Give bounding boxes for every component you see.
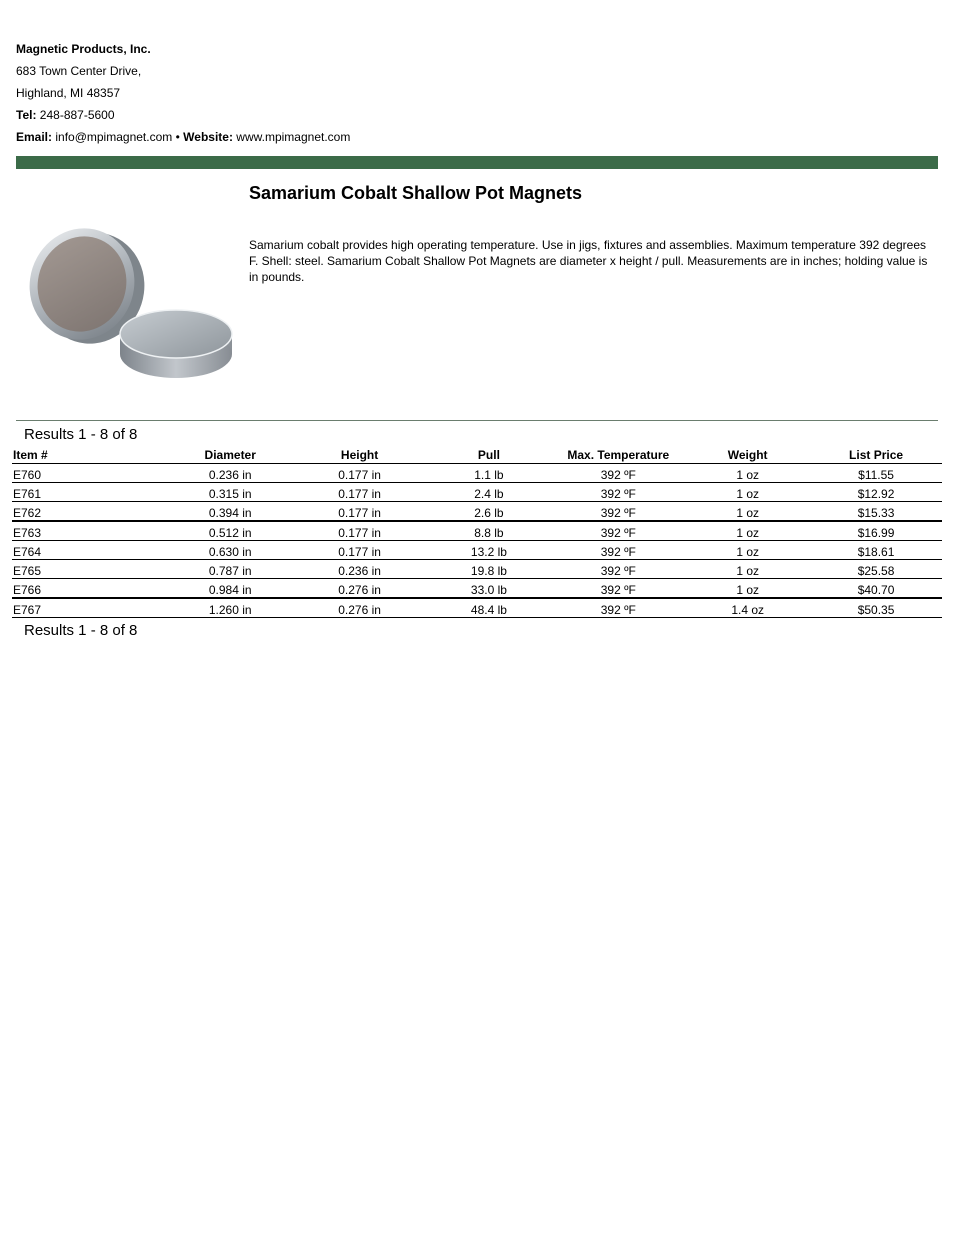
cell-item[interactable]: E766 [12,579,168,599]
cell-pull: 19.8 lb [427,560,552,579]
product-table [12,446,942,618]
header-item: Item # [12,446,168,464]
tel-value: 248-887-5600 [39,108,115,122]
cell-pull: 8.8 lb [427,521,552,541]
contact-line [16,126,350,148]
cell-pull: 48.4 lb [427,598,552,618]
cell-diameter: 0.630 in [168,541,293,560]
company-info [16,38,350,148]
cell-diameter: 0.236 in [168,464,293,483]
tel-label: Tel: [16,108,37,122]
cell-list-price: $25.58 [810,560,942,579]
cell-list-price: $50.35 [810,598,942,618]
email-label: Email: [16,130,53,144]
cell-diameter: 0.984 in [168,579,293,599]
company-name: Magnetic Products, Inc. [16,42,151,56]
cell-height: 0.276 in [293,579,427,599]
section-divider [16,420,938,421]
cell-height: 0.177 in [293,483,427,502]
cell-item[interactable]: E767 [12,598,168,618]
cell-list-price: $40.70 [810,579,942,599]
cell-weight: 1 oz [685,541,810,560]
telephone [16,104,350,126]
cell-height: 0.276 in [293,598,427,618]
table-row [12,502,942,522]
website-link[interactable]: www.mpimagnet.com [236,130,351,144]
cell-list-price: $12.92 [810,483,942,502]
product-description: Samarium cobalt provides high operating temperature. Use in jigs, fixtures and assemblies. Maximum temperature 392 degrees F. Shell: steel. Samarium Cobalt Shallow Pot Magnets are diameter x height / pull. Measurements are in inches; holding value is in pounds. [249,238,928,284]
results-count-bottom: Results 1 - 8 of 8 [24,622,138,639]
cell-weight: 1 oz [685,579,810,599]
cell-weight: 1 oz [685,502,810,522]
table-row [12,483,942,502]
cell-max-temperature: 392 ºF [551,483,685,502]
cell-item[interactable]: E761 [12,483,168,502]
table-row [12,464,942,483]
pot-magnet-image [16,222,234,384]
separator-dot: • [175,130,180,144]
cell-item[interactable]: E764 [12,541,168,560]
cell-item[interactable]: E760 [12,464,168,483]
cell-height: 0.177 in [293,541,427,560]
cell-item[interactable]: E763 [12,521,168,541]
cell-height: 0.177 in [293,521,427,541]
cell-weight: 1.4 oz [685,598,810,618]
table-row [12,579,942,599]
table-row [12,598,942,618]
cell-list-price: $16.99 [810,521,942,541]
cell-max-temperature: 392 ºF [551,541,685,560]
cell-diameter: 1.260 in [168,598,293,618]
cell-max-temperature: 392 ºF [551,579,685,599]
cell-weight: 1 oz [685,483,810,502]
header-max-temperature: Max. Temperature [551,446,685,464]
cell-diameter: 0.787 in [168,560,293,579]
cell-height: 0.177 in [293,464,427,483]
cell-height: 0.177 in [293,502,427,522]
table-header-row [12,446,942,464]
product-title: Samarium Cobalt Shallow Pot Magnets [249,183,583,203]
cell-max-temperature: 392 ºF [551,598,685,618]
brand-bar [16,156,938,169]
cell-max-temperature: 392 ºF [551,521,685,541]
email-link[interactable]: info@mpimagnet.com [55,130,173,144]
table-row [12,541,942,560]
cell-weight: 1 oz [685,560,810,579]
address-line-2: Highland, MI 48357 [16,86,121,100]
cell-weight: 1 oz [685,521,810,541]
cell-max-temperature: 392 ºF [551,464,685,483]
website-label: Website: [183,130,233,144]
cell-item[interactable]: E762 [12,502,168,522]
cell-diameter: 0.512 in [168,521,293,541]
cell-list-price: $18.61 [810,541,942,560]
cell-max-temperature: 392 ºF [551,560,685,579]
cell-weight: 1 oz [685,464,810,483]
cell-diameter: 0.394 in [168,502,293,522]
cell-pull: 2.4 lb [427,483,552,502]
cell-pull: 13.2 lb [427,541,552,560]
cell-item[interactable]: E765 [12,560,168,579]
cell-pull: 1.1 lb [427,464,552,483]
header-weight: Weight [685,446,810,464]
header-diameter: Diameter [168,446,293,464]
pot-magnet-illustration [16,222,234,384]
header-list-price: List Price [810,446,942,464]
results-count-top: Results 1 - 8 of 8 [24,426,138,443]
cell-max-temperature: 392 ºF [551,502,685,522]
cell-list-price: $11.55 [810,464,942,483]
address-line-1: 683 Town Center Drive, [16,64,142,78]
cell-diameter: 0.315 in [168,483,293,502]
table-row [12,560,942,579]
header-height: Height [293,446,427,464]
cell-height: 0.236 in [293,560,427,579]
header-pull: Pull [427,446,552,464]
cell-pull: 2.6 lb [427,502,552,522]
cell-list-price: $15.33 [810,502,942,522]
table-row [12,521,942,541]
cell-pull: 33.0 lb [427,579,552,599]
